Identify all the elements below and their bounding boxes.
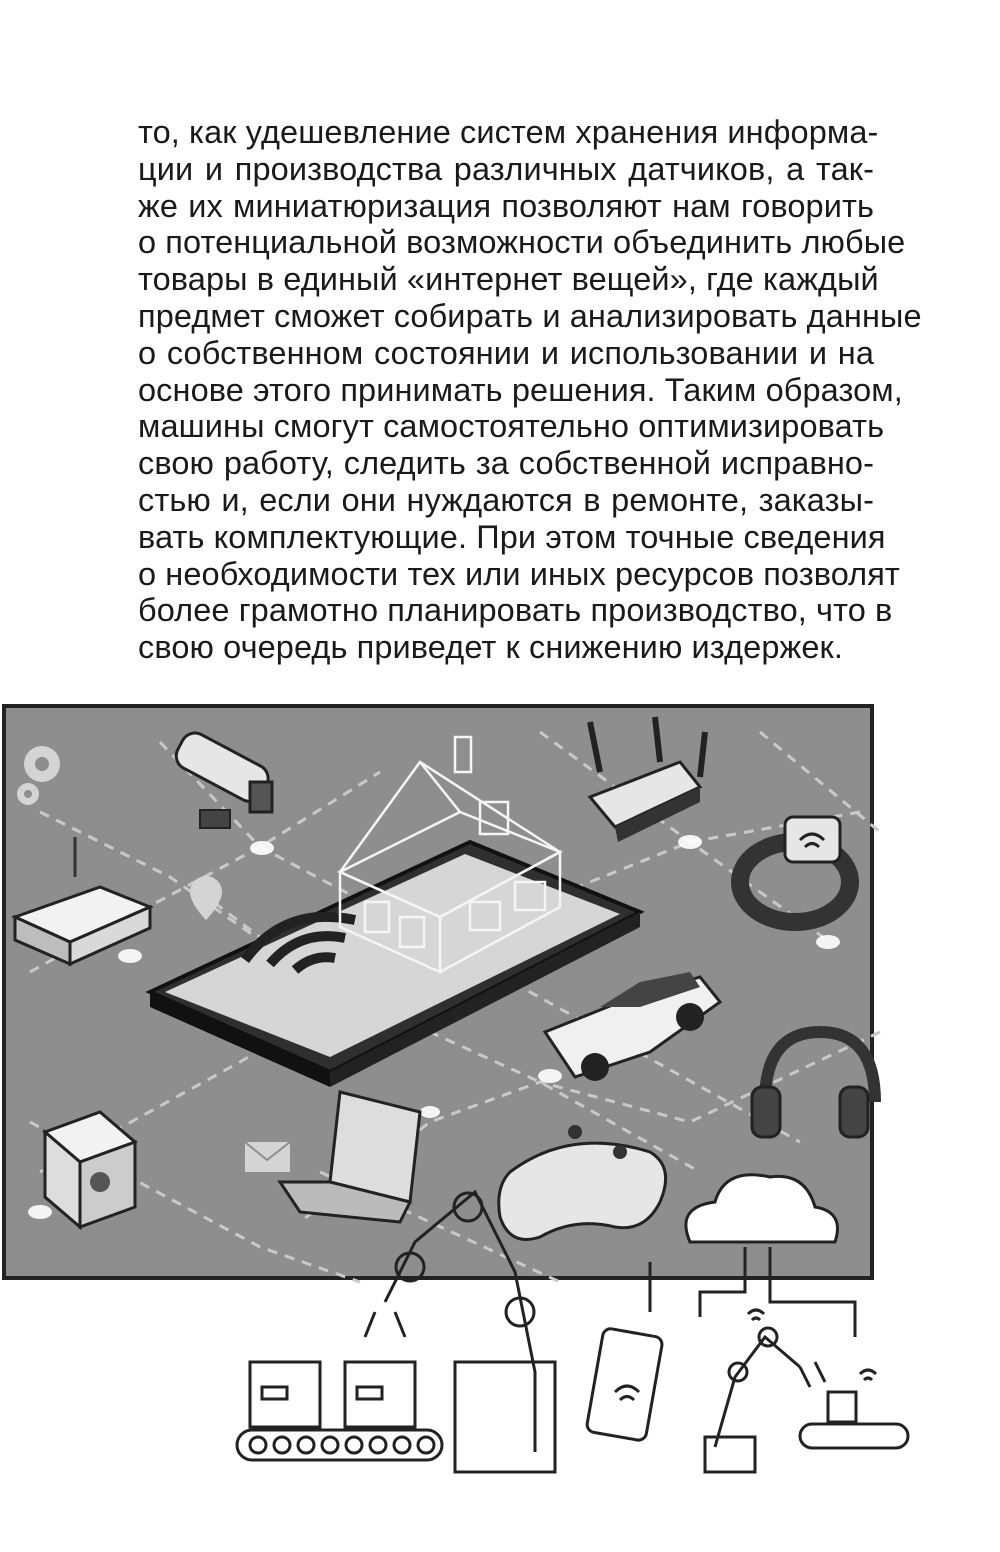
text-line: о собственном состоянии и использовании и на [138,334,874,371]
text-line: предмет сможет собирать и анализировать данные [138,297,922,334]
text-line: свою очередь приведет к снижению издержек. [138,629,843,666]
text-line: о необходимости тех или иных ресурсов позволят [138,555,900,592]
text-line: основе этого принимать решения. Таким образом, [138,371,903,408]
text-line: ции и производства различных датчиков, а так- [138,150,874,187]
text-line: машины смогут самостоятельно оптимизировать [138,408,885,445]
text-line: о потенциальной возможности объединить любые [138,224,906,261]
radio-icon [45,1112,135,1227]
text-line: стью и, если они нуждаются в ремонте, заказы- [138,481,874,518]
body-paragraph [138,114,922,666]
text-line: вать комплектующие. При этом точные сведения [138,518,886,555]
envelope-icon [245,1142,290,1172]
text-line: то, как удешевление систем хранения информа- [138,114,879,150]
text-line: же их миниатюризация позволяют нам говорить [138,187,874,224]
text-line: более грамотно планировать производство, что в [138,592,893,629]
iot-illustration [0,702,1000,1502]
text-line: свою работу, следить за собственной исправно- [138,445,874,482]
text-line: товары в единый «интернет вещей», где каждый [138,261,879,298]
